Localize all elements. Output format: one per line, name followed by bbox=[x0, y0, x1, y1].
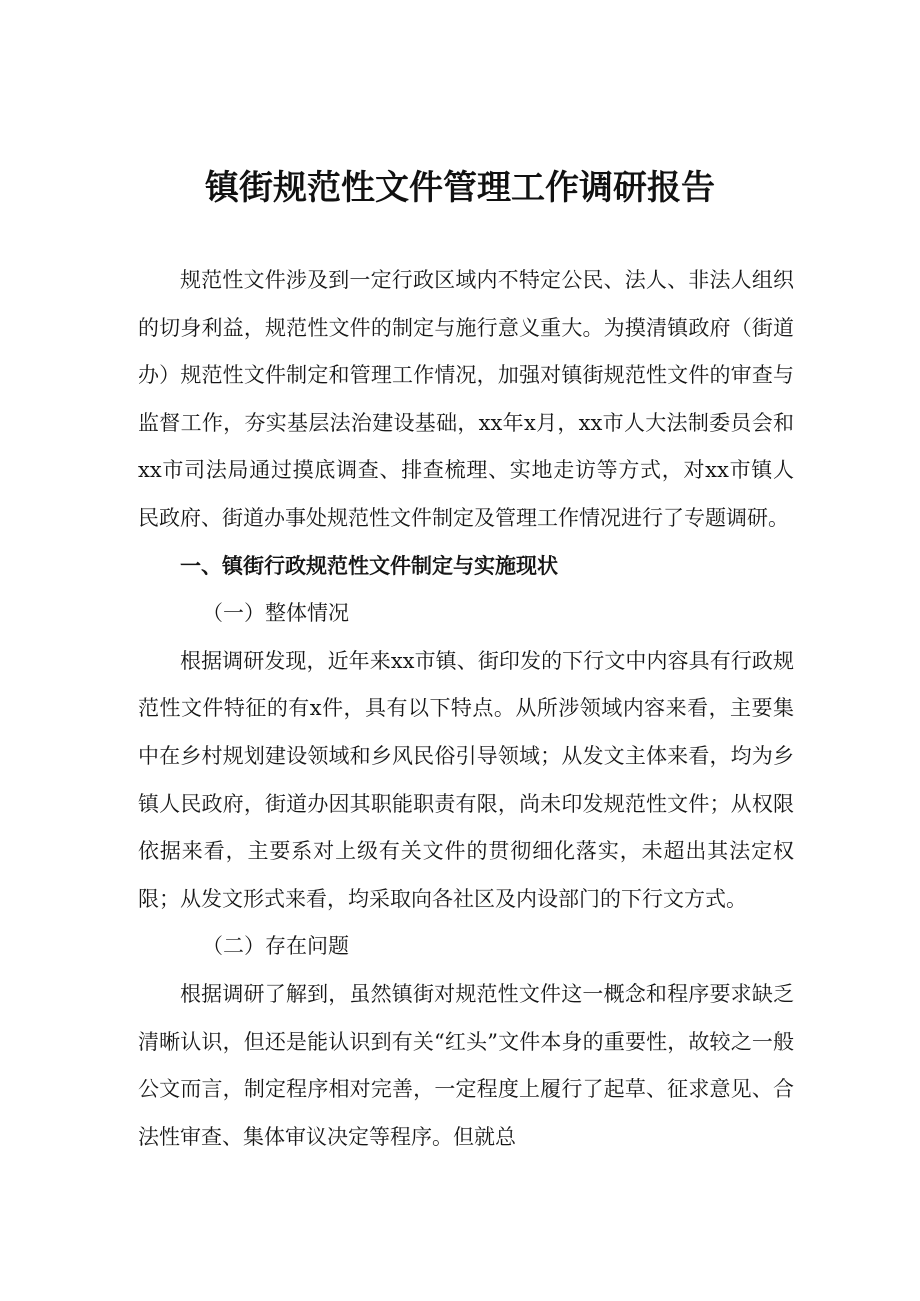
intro-paragraph: 规范性文件涉及到一定行政区域内不特定公民、法人、非法人组织的切身利益，规范性文件的制定与施行意义重大。为摸清镇政府（街道办）规范性文件制定和管理工作情况，加强对镇街规范性文件的审查与监督工作，夯实基层法治建设基础，xx年x月，xx市人大法制委员会和xx市司法局通过摸底调查、排查梳理、实地走访等方式，对xx市镇人民政府、街道办事处规范性文件制定及管理工作情况进行了专题调研。 bbox=[138, 268, 794, 530]
subsection-2-paragraph: 根据调研了解到，虽然镇街对规范性文件这一概念和程序要求缺乏清晰认识，但还是能认识到有关“红头”文件本身的重要性，故较之一般公文而言，制定程序相对完善，一定程度上履行了起草、征求意见、合法性审查、集体审议决定等程序。但就总 bbox=[138, 981, 794, 1149]
subsection-1-paragraph: 根据调研发现，近年来xx市镇、街印发的下行文中内容具有行政规范性文件特征的有x件，具有以下特点。从所涉领域内容来看，主要集中在乡村规划建设领域和乡风民俗引导领域；从发文主体来看，均为乡镇人民政府，街道办因其职能职责有限，尚未印发规范性文件；从权限依据来看，主要系对上级有关文件的贯彻细化落实，未超出其法定权限；从发文形式来看，均采取向各社区及内设部门的下行文方式。 bbox=[138, 648, 794, 911]
section-heading-1: 一、镇街行政规范性文件制定与实施现状 bbox=[180, 553, 558, 578]
document-title: 镇街规范性文件管理工作调研报告 bbox=[205, 168, 715, 208]
document-body bbox=[138, 257, 794, 1161]
subsection-heading-2: （二）存在问题 bbox=[202, 934, 349, 959]
subsection-heading-1: （一）整体情况 bbox=[202, 601, 349, 626]
